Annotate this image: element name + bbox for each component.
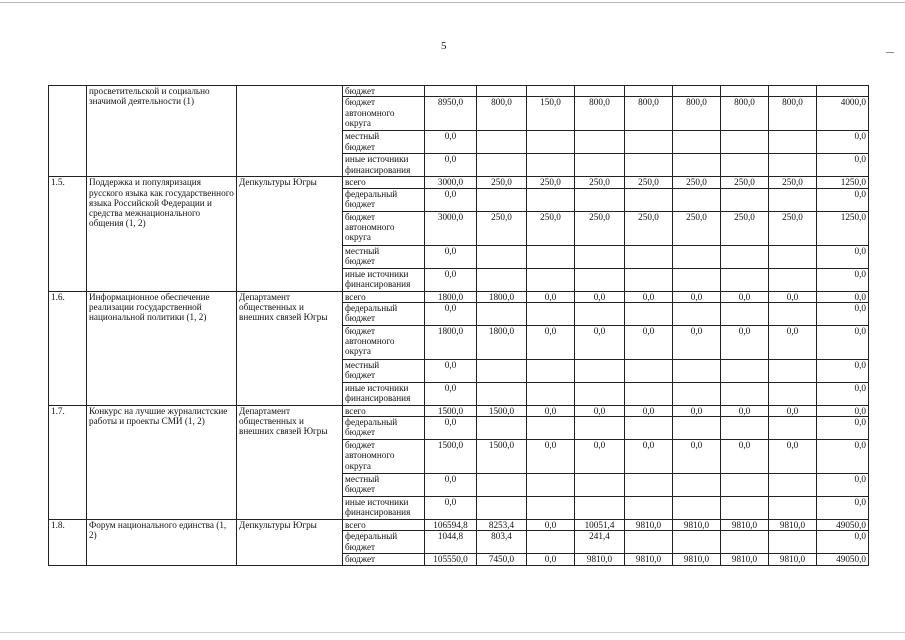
- amount-cell: [721, 302, 769, 325]
- amount-cell: 0,0: [575, 405, 625, 416]
- funding-source: федеральный бюджет: [343, 302, 425, 325]
- amount-cell: 9810,0: [625, 520, 673, 531]
- funding-source: иные источники финансирования: [343, 382, 425, 405]
- amount-cell: 1800,0: [425, 325, 477, 359]
- amount-cell: [625, 531, 673, 554]
- amount-cell: 0,0: [817, 497, 869, 520]
- funding-source: федеральный бюджет: [343, 531, 425, 554]
- amount-cell: 0,0: [673, 291, 721, 302]
- amount-cell: [425, 86, 477, 97]
- amount-cell: 0,0: [817, 417, 869, 440]
- amount-cell: [575, 131, 625, 154]
- amount-cell: [477, 245, 527, 268]
- item-number: 1.7.: [49, 405, 87, 519]
- amount-cell: [769, 245, 817, 268]
- amount-cell: [575, 417, 625, 440]
- amount-cell: [721, 154, 769, 177]
- amount-cell: 803,4: [477, 531, 527, 554]
- amount-cell: [575, 268, 625, 291]
- scan-bottom-edge: [0, 632, 905, 633]
- amount-cell: 0,0: [425, 154, 477, 177]
- amount-cell: 7450,0: [477, 554, 527, 565]
- amount-cell: 4000,0: [817, 97, 869, 131]
- amount-cell: [625, 359, 673, 382]
- amount-cell: 49050,0: [817, 554, 869, 565]
- amount-cell: [769, 474, 817, 497]
- amount-cell: 9810,0: [625, 554, 673, 565]
- amount-cell: [625, 474, 673, 497]
- amount-cell: 250,0: [721, 177, 769, 188]
- amount-cell: 0,0: [625, 325, 673, 359]
- amount-cell: [625, 268, 673, 291]
- amount-cell: [769, 86, 817, 97]
- funding-source: бюджет автономного округа: [343, 97, 425, 131]
- amount-cell: [673, 131, 721, 154]
- amount-cell: 0,0: [817, 154, 869, 177]
- amount-cell: [625, 86, 673, 97]
- amount-cell: [477, 417, 527, 440]
- amount-cell: 10051,4: [575, 520, 625, 531]
- amount-cell: [575, 474, 625, 497]
- amount-cell: 0,0: [527, 325, 575, 359]
- amount-cell: [673, 302, 721, 325]
- amount-cell: 0,0: [673, 405, 721, 416]
- amount-cell: 1800,0: [425, 291, 477, 302]
- amount-cell: 0,0: [425, 417, 477, 440]
- amount-cell: [625, 497, 673, 520]
- amount-cell: 8253,4: [477, 520, 527, 531]
- amount-cell: [673, 268, 721, 291]
- amount-cell: 0,0: [527, 440, 575, 474]
- amount-cell: 0,0: [625, 440, 673, 474]
- amount-cell: [625, 382, 673, 405]
- amount-cell: [477, 497, 527, 520]
- amount-cell: 0,0: [817, 359, 869, 382]
- amount-cell: 0,0: [527, 520, 575, 531]
- amount-cell: 800,0: [625, 97, 673, 131]
- amount-cell: 0,0: [575, 291, 625, 302]
- amount-cell: [527, 497, 575, 520]
- amount-cell: [673, 382, 721, 405]
- amount-cell: 3000,0: [425, 177, 477, 188]
- amount-cell: [527, 86, 575, 97]
- item-number: 1.8.: [49, 520, 87, 566]
- amount-cell: 0,0: [817, 291, 869, 302]
- amount-cell: 0,0: [817, 382, 869, 405]
- amount-cell: [673, 531, 721, 554]
- amount-cell: 250,0: [625, 177, 673, 188]
- amount-cell: 0,0: [817, 188, 869, 211]
- amount-cell: 800,0: [721, 97, 769, 131]
- amount-cell: [527, 474, 575, 497]
- amount-cell: 0,0: [817, 440, 869, 474]
- amount-cell: 0,0: [721, 291, 769, 302]
- amount-cell: 105550,0: [425, 554, 477, 565]
- funding-source: федеральный бюджет: [343, 417, 425, 440]
- amount-cell: [477, 131, 527, 154]
- amount-cell: [527, 531, 575, 554]
- amount-cell: 0,0: [817, 268, 869, 291]
- page-number: 5: [441, 40, 447, 52]
- amount-cell: [721, 268, 769, 291]
- amount-cell: [817, 86, 869, 97]
- amount-cell: 1500,0: [477, 405, 527, 416]
- amount-cell: 9810,0: [721, 520, 769, 531]
- amount-cell: [575, 245, 625, 268]
- item-name: Информационное обеспечение реализации государственной национальной политики (1, 2): [87, 291, 237, 405]
- table-body: [49, 86, 869, 566]
- amount-cell: 0,0: [425, 245, 477, 268]
- amount-cell: [673, 497, 721, 520]
- amount-cell: [527, 154, 575, 177]
- amount-cell: [673, 474, 721, 497]
- funding-source: бюджет: [343, 86, 425, 97]
- amount-cell: [625, 245, 673, 268]
- amount-cell: 9810,0: [575, 554, 625, 565]
- amount-cell: [477, 474, 527, 497]
- item-number: [49, 86, 87, 177]
- amount-cell: [769, 188, 817, 211]
- amount-cell: [527, 131, 575, 154]
- amount-cell: [673, 359, 721, 382]
- amount-cell: 0,0: [817, 131, 869, 154]
- funding-source: бюджет автономного округа: [343, 325, 425, 359]
- amount-cell: 1250,0: [817, 211, 869, 245]
- amount-cell: [625, 302, 673, 325]
- amount-cell: 0,0: [425, 131, 477, 154]
- amount-cell: [527, 302, 575, 325]
- amount-cell: 250,0: [477, 211, 527, 245]
- amount-cell: [673, 154, 721, 177]
- amount-cell: [575, 359, 625, 382]
- amount-cell: 250,0: [673, 211, 721, 245]
- amount-cell: 250,0: [769, 177, 817, 188]
- amount-cell: [477, 86, 527, 97]
- amount-cell: 0,0: [721, 405, 769, 416]
- amount-cell: 106594,8: [425, 520, 477, 531]
- amount-cell: [769, 154, 817, 177]
- amount-cell: 0,0: [425, 497, 477, 520]
- amount-cell: 241,4: [575, 531, 625, 554]
- table-row: [49, 291, 869, 302]
- funding-source: бюджет: [343, 554, 425, 565]
- item-executor: Депкультуры Югры: [237, 177, 343, 291]
- amount-cell: [769, 131, 817, 154]
- amount-cell: 0,0: [817, 405, 869, 416]
- amount-cell: [625, 188, 673, 211]
- amount-cell: [769, 531, 817, 554]
- item-executor: Депкультуры Югры: [237, 520, 343, 566]
- amount-cell: 0,0: [527, 554, 575, 565]
- amount-cell: 1500,0: [425, 440, 477, 474]
- amount-cell: [769, 382, 817, 405]
- amount-cell: 0,0: [575, 440, 625, 474]
- amount-cell: [575, 302, 625, 325]
- amount-cell: [673, 417, 721, 440]
- amount-cell: [721, 497, 769, 520]
- funding-source: всего: [343, 405, 425, 416]
- amount-cell: 0,0: [425, 268, 477, 291]
- amount-cell: [673, 188, 721, 211]
- amount-cell: [769, 497, 817, 520]
- amount-cell: 0,0: [817, 245, 869, 268]
- amount-cell: 3000,0: [425, 211, 477, 245]
- amount-cell: 9810,0: [721, 554, 769, 565]
- amount-cell: [527, 382, 575, 405]
- amount-cell: 1044,8: [425, 531, 477, 554]
- amount-cell: 250,0: [575, 211, 625, 245]
- amount-cell: 0,0: [817, 302, 869, 325]
- amount-cell: [477, 188, 527, 211]
- amount-cell: 0,0: [769, 291, 817, 302]
- item-number: 1.6.: [49, 291, 87, 405]
- program-budget-table: [48, 85, 869, 566]
- amount-cell: 800,0: [673, 97, 721, 131]
- funding-source: всего: [343, 291, 425, 302]
- amount-cell: 0,0: [673, 325, 721, 359]
- amount-cell: [721, 245, 769, 268]
- amount-cell: 0,0: [527, 291, 575, 302]
- amount-cell: 0,0: [425, 359, 477, 382]
- amount-cell: [769, 417, 817, 440]
- amount-cell: 0,0: [769, 405, 817, 416]
- scan-mark: [886, 52, 894, 53]
- amount-cell: [527, 245, 575, 268]
- item-number: 1.5.: [49, 177, 87, 291]
- item-name: просветительской и социально значимой деятельности (1): [87, 86, 237, 177]
- funding-source: иные источники финансирования: [343, 154, 425, 177]
- amount-cell: 1500,0: [425, 405, 477, 416]
- amount-cell: [575, 382, 625, 405]
- amount-cell: 150,0: [527, 97, 575, 131]
- amount-cell: 0,0: [769, 325, 817, 359]
- amount-cell: 250,0: [527, 177, 575, 188]
- amount-cell: [575, 154, 625, 177]
- table-row: [49, 405, 869, 416]
- funding-source: иные источники финансирования: [343, 268, 425, 291]
- amount-cell: [625, 417, 673, 440]
- funding-source: иные источники финансирования: [343, 497, 425, 520]
- amount-cell: 250,0: [575, 177, 625, 188]
- amount-cell: [721, 382, 769, 405]
- amount-cell: 250,0: [721, 211, 769, 245]
- amount-cell: 250,0: [769, 211, 817, 245]
- funding-source: местный бюджет: [343, 359, 425, 382]
- funding-source: бюджет автономного округа: [343, 211, 425, 245]
- amount-cell: [769, 268, 817, 291]
- amount-cell: 0,0: [817, 325, 869, 359]
- amount-cell: 250,0: [527, 211, 575, 245]
- funding-source: бюджет автономного округа: [343, 440, 425, 474]
- item-executor: [237, 86, 343, 177]
- amount-cell: 8950,0: [425, 97, 477, 131]
- amount-cell: 9810,0: [673, 520, 721, 531]
- amount-cell: 800,0: [575, 97, 625, 131]
- amount-cell: [527, 268, 575, 291]
- amount-cell: 0,0: [425, 382, 477, 405]
- amount-cell: 0,0: [625, 291, 673, 302]
- amount-cell: 0,0: [575, 325, 625, 359]
- amount-cell: 1800,0: [477, 291, 527, 302]
- table-row: [49, 520, 869, 531]
- amount-cell: 0,0: [673, 440, 721, 474]
- amount-cell: [477, 382, 527, 405]
- item-name: Конкурс на лучшие журналистские работы и проекты СМИ (1, 2): [87, 405, 237, 519]
- amount-cell: 1800,0: [477, 325, 527, 359]
- amount-cell: [575, 188, 625, 211]
- item-executor: Департамент общественных и внешних связей Югры: [237, 405, 343, 519]
- amount-cell: [527, 417, 575, 440]
- amount-cell: [721, 417, 769, 440]
- amount-cell: 9810,0: [769, 554, 817, 565]
- funding-source: всего: [343, 520, 425, 531]
- amount-cell: [721, 188, 769, 211]
- table-row: [49, 177, 869, 188]
- amount-cell: 0,0: [721, 325, 769, 359]
- amount-cell: [673, 245, 721, 268]
- scan-top-edge: [0, 2, 905, 3]
- amount-cell: [769, 359, 817, 382]
- funding-source: местный бюджет: [343, 474, 425, 497]
- amount-cell: 0,0: [817, 474, 869, 497]
- amount-cell: 250,0: [625, 211, 673, 245]
- amount-cell: [477, 359, 527, 382]
- amount-cell: [721, 359, 769, 382]
- amount-cell: 250,0: [477, 177, 527, 188]
- amount-cell: 1250,0: [817, 177, 869, 188]
- amount-cell: [575, 86, 625, 97]
- amount-cell: 0,0: [425, 188, 477, 211]
- amount-cell: [721, 474, 769, 497]
- amount-cell: [673, 86, 721, 97]
- amount-cell: 800,0: [477, 97, 527, 131]
- amount-cell: 9810,0: [673, 554, 721, 565]
- funding-source: всего: [343, 177, 425, 188]
- amount-cell: 0,0: [625, 405, 673, 416]
- funding-source: федеральный бюджет: [343, 188, 425, 211]
- amount-cell: 0,0: [527, 405, 575, 416]
- amount-cell: [721, 86, 769, 97]
- amount-cell: [769, 302, 817, 325]
- item-name: Форум национального единства (1, 2): [87, 520, 237, 566]
- amount-cell: [575, 497, 625, 520]
- amount-cell: 0,0: [721, 440, 769, 474]
- item-name: Поддержка и популяризация русского языка как государственного языка Российской Федерации и средства межнационального общения (1, 2): [87, 177, 237, 291]
- amount-cell: 0,0: [425, 302, 477, 325]
- amount-cell: [527, 359, 575, 382]
- amount-cell: [477, 302, 527, 325]
- amount-cell: [721, 531, 769, 554]
- amount-cell: [477, 154, 527, 177]
- item-executor: Департамент общественных и внешних связей Югры: [237, 291, 343, 405]
- amount-cell: 0,0: [425, 474, 477, 497]
- funding-source: местный бюджет: [343, 245, 425, 268]
- amount-cell: 0,0: [769, 440, 817, 474]
- table-row: [49, 86, 869, 97]
- amount-cell: [625, 154, 673, 177]
- amount-cell: [477, 268, 527, 291]
- amount-cell: 49050,0: [817, 520, 869, 531]
- amount-cell: 0,0: [817, 531, 869, 554]
- amount-cell: [527, 188, 575, 211]
- amount-cell: [721, 131, 769, 154]
- amount-cell: 1500,0: [477, 440, 527, 474]
- amount-cell: 250,0: [673, 177, 721, 188]
- funding-source: местный бюджет: [343, 131, 425, 154]
- amount-cell: [625, 131, 673, 154]
- amount-cell: 800,0: [769, 97, 817, 131]
- amount-cell: 9810,0: [769, 520, 817, 531]
